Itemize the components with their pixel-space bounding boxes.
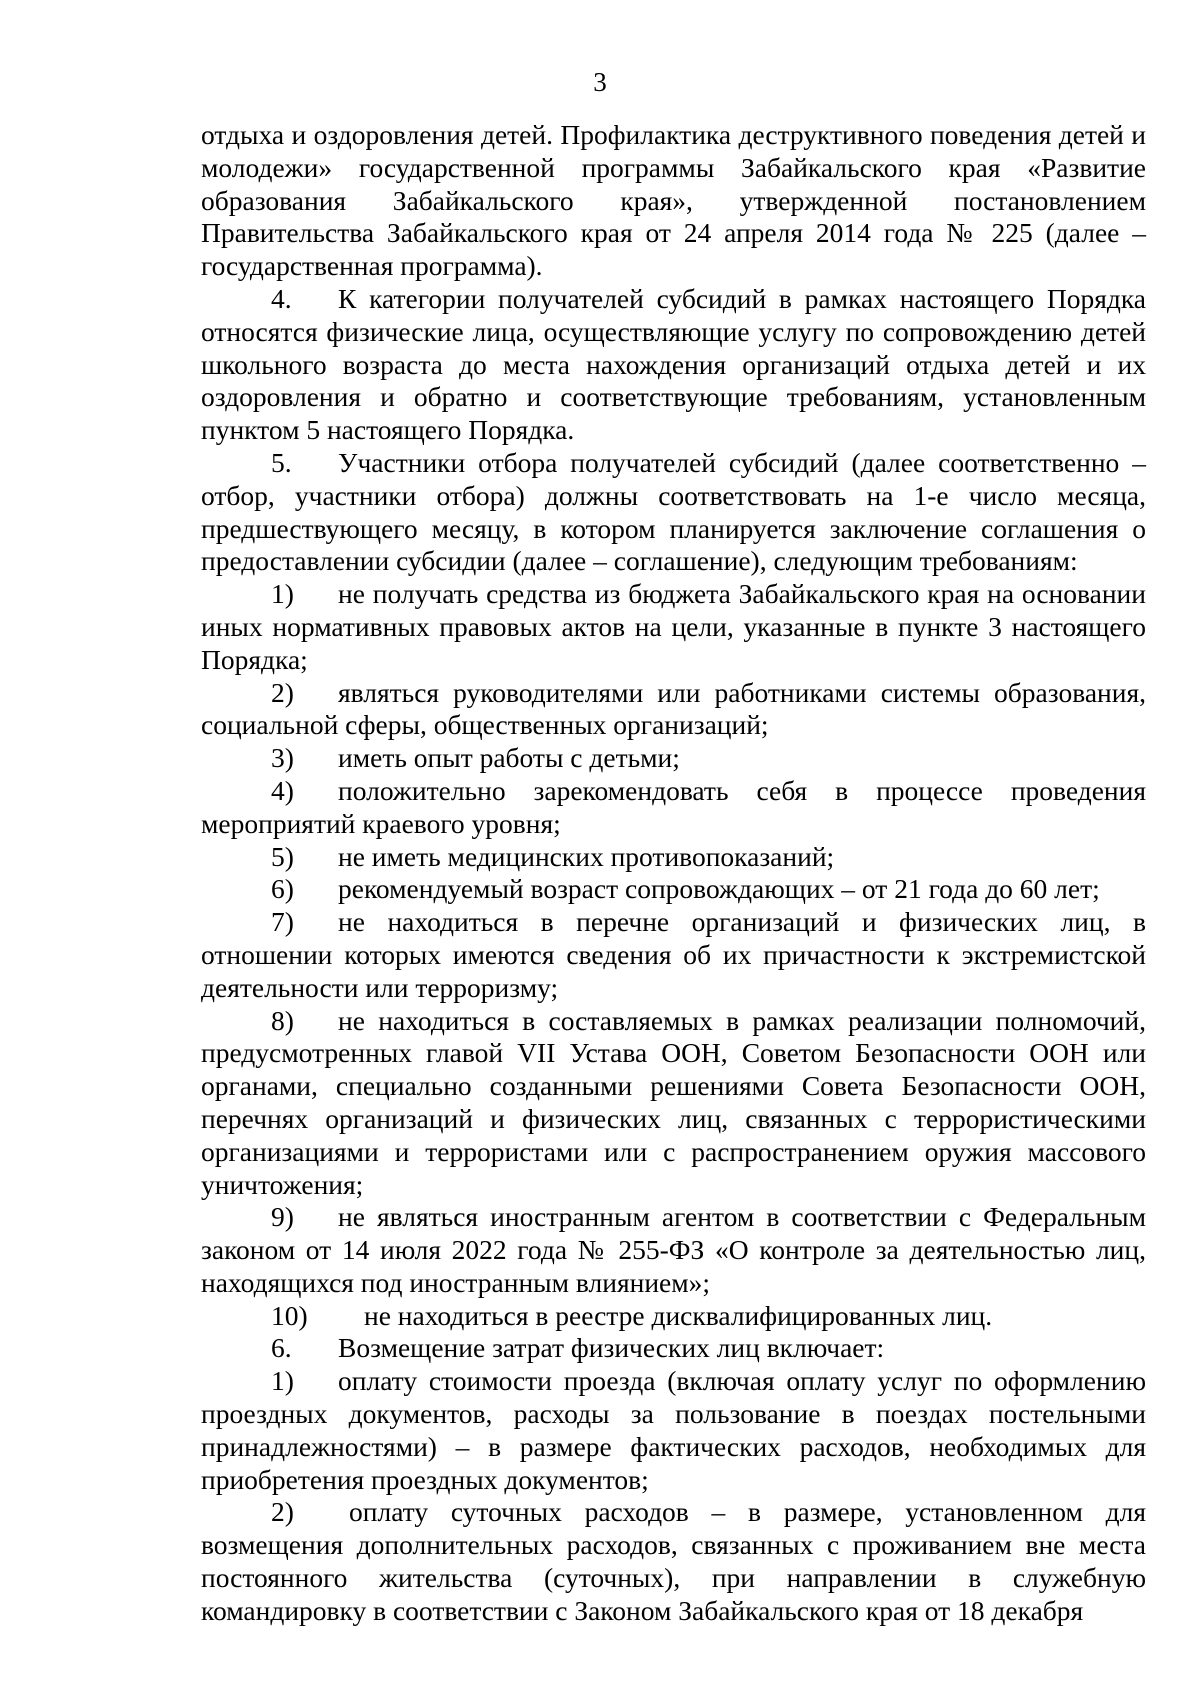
paragraph-number: 7) xyxy=(271,906,294,938)
subitem-1 xyxy=(201,578,1146,676)
paragraph-text: К категории получателей субсидий в рамках настоящего Порядка относятся физические лица, осуществляющие услугу по сопровождению детей школьного возраста до места нахождения организаций отдыха детей и их оздоровления и обратно и соответствующие требованиям, установленным пунктом 5 настоящего Порядка. xyxy=(201,282,1146,446)
paragraph-item-4 xyxy=(201,283,1146,447)
paragraph-number: 3) xyxy=(271,742,294,774)
paragraph-number: 2) xyxy=(271,1496,294,1528)
subitem-2 xyxy=(201,677,1146,743)
paragraph-text: не находиться в составляемых в рамках реализации полномочий, предусмотренных главой VII Устава ООН, Советом Безопасности ООН или органами, специально созданными решениями Совета Безопасности ООН, перечнях организаций и физических лиц, связанных с террористическими организациями и террористами или с распространением оружия массового уничтожения; xyxy=(201,1004,1146,1200)
paragraph-number: 4. xyxy=(271,282,292,314)
page-number: 3 xyxy=(593,67,607,97)
paragraph-number: 6) xyxy=(271,873,294,905)
paragraph-number: 9) xyxy=(271,1201,294,1233)
subitem-2-costs xyxy=(201,1496,1146,1627)
paragraph-text: отдыха и оздоровления детей. Профилактика деструктивного поведения детей и молодежи» государственной программы Забайкальского края «Развитие образования Забайкальского края», утвержденной постановлением Правительства Забайкальского края от 24 апреля 2014 года № 225 (далее – государственная программа). xyxy=(201,119,1146,282)
subitem-4 xyxy=(201,775,1146,841)
paragraph-number: 5) xyxy=(271,840,294,872)
paragraph-text: не иметь медицинских противопоказаний; xyxy=(338,840,835,872)
subitem-7 xyxy=(201,906,1146,1004)
paragraph-text: не являться иностранным агентом в соответствии с Федеральным законом от 14 июля 2022 года № 255-ФЗ «О контроле за деятельностью лиц, находящихся под иностранным влиянием»; xyxy=(201,1201,1146,1298)
paragraph-number: 6. xyxy=(271,1332,292,1364)
subitem-3 xyxy=(201,742,1146,775)
paragraph-continuation xyxy=(201,119,1146,283)
paragraph-text: не получать средства из бюджета Забайкальского края на основании иных нормативных правовых актов на цели, указанные в пункте 3 настоящего Порядка; xyxy=(201,578,1146,675)
paragraph-item-5 xyxy=(201,447,1146,578)
paragraph-number: 5. xyxy=(271,446,292,478)
document-body xyxy=(201,119,1146,1628)
paragraph-number: 10) xyxy=(271,1299,308,1331)
subitem-8 xyxy=(201,1005,1146,1202)
paragraph-text: положительно зарекомендовать себя в процессе проведения мероприятий краевого уровня; xyxy=(201,774,1146,839)
subitem-1-costs xyxy=(201,1365,1146,1496)
paragraph-number: 4) xyxy=(271,774,294,806)
paragraph-text: Участники отбора получателей субсидий (далее соответственно – отбор, участники отбора) должны соответствовать на 1-е число месяца, предшествующего месяцу, в котором планируется заключение соглашения о предоставлении субсидии (далее – соглашение), следующим требованиям: xyxy=(201,446,1146,577)
paragraph-text: не находиться в перечне организаций и физических лиц, в отношении которых имеются сведения об их причастности к экстремистской деятельности или терроризму; xyxy=(201,906,1146,1003)
paragraph-text: не находиться в реестре дисквалифицированных лиц. xyxy=(364,1299,993,1331)
subitem-9 xyxy=(201,1201,1146,1299)
paragraph-text: иметь опыт работы с детьми; xyxy=(338,742,680,774)
paragraph-number: 1) xyxy=(271,578,294,610)
paragraph-text: Возмещение затрат физических лиц включает: xyxy=(338,1332,885,1364)
subitem-6 xyxy=(201,873,1146,906)
paragraph-text: оплату стоимости проезда (включая оплату услуг по оформлению проездных документов, расходы за пользование в поездах постельными принадлежностями) – в размере фактических расходов, необходимых для приобретения проездных документов; xyxy=(201,1365,1146,1495)
paragraph-number: 8) xyxy=(271,1004,294,1036)
subitem-5 xyxy=(201,841,1146,874)
paragraph-text: рекомендуемый возраст сопровождающих – от 21 года до 60 лет; xyxy=(338,873,1100,905)
paragraph-text: являться руководителями или работниками системы образования, социальной сферы, общественных организаций; xyxy=(201,676,1146,741)
paragraph-item-6 xyxy=(201,1332,1146,1365)
paragraph-number: 2) xyxy=(271,676,294,708)
paragraph-number: 1) xyxy=(271,1365,294,1397)
subitem-10 xyxy=(201,1300,1146,1333)
paragraph-text: оплату суточных расходов – в размере, установленном для возмещения дополнительных расходов, связанных с проживанием вне места постоянного жительства (суточных), при направлении в служебную командировку в соответствии с Законом Забайкальского края от 18 декабря xyxy=(201,1496,1146,1626)
